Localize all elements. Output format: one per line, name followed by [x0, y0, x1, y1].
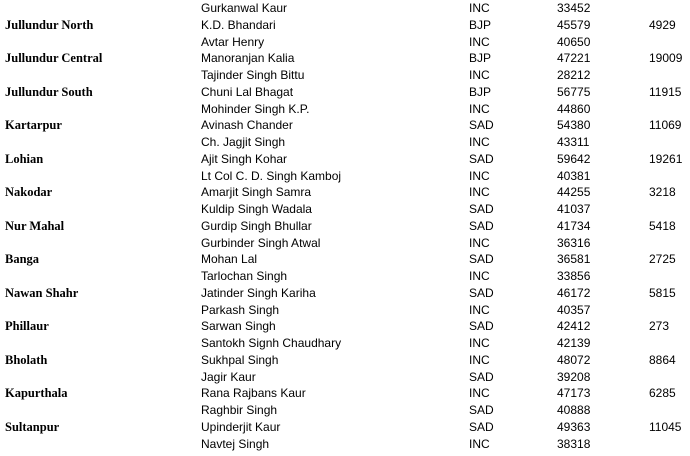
constituency-name: Phillaur	[5, 319, 49, 334]
table-row	[0, 0, 690, 17]
win-margin: 11069	[649, 118, 682, 133]
win-margin: 8864	[649, 352, 676, 367]
party-code: BJP	[469, 84, 492, 99]
table-row	[0, 268, 690, 285]
vote-count: 48072	[557, 352, 591, 367]
party-code: SAD	[469, 118, 494, 133]
candidate-name: Sukhpal Singh	[201, 352, 279, 367]
candidate-name: Chuni Lal Bhagat	[201, 84, 294, 99]
candidate-name: Jatinder Singh Kariha	[201, 285, 316, 300]
candidate-name: Gurkanwal Kaur	[201, 1, 288, 15]
candidate-name: Santokh Signh Chaudhary	[201, 336, 342, 350]
vote-count: 59642	[557, 151, 591, 166]
candidate-name: Amarjit Singh Samra	[201, 185, 312, 200]
vote-count: 44255	[557, 185, 591, 200]
vote-count: 39208	[557, 369, 591, 384]
candidate-name: Upinderjit Kaur	[201, 419, 281, 434]
table-row	[0, 402, 690, 419]
vote-count: 43311	[557, 135, 590, 149]
constituency-name: Bholath	[5, 352, 48, 367]
party-code: BJP	[469, 17, 492, 32]
constituency-name: Nur Mahal	[5, 218, 65, 233]
party-code: INC	[469, 168, 490, 183]
party-code: INC	[469, 68, 490, 82]
vote-count: 33452	[557, 1, 591, 15]
party-code: BJP	[469, 51, 492, 66]
vote-count: 40888	[557, 403, 591, 417]
vote-count: 49363	[557, 419, 591, 434]
candidate-name: Jagir Kaur	[201, 369, 256, 384]
candidate-name: Rana Rajbans Kaur	[201, 386, 306, 401]
candidate-name: Tarlochan Singh	[201, 269, 288, 283]
vote-count: 40650	[557, 34, 591, 49]
table-row	[0, 302, 690, 319]
vote-count: 46172	[557, 285, 591, 300]
constituency-name: Lohian	[5, 151, 44, 166]
candidate-name: Mohinder Singh K.P.	[201, 101, 310, 116]
vote-count: 47221	[557, 51, 591, 66]
party-code: INC	[469, 436, 490, 451]
vote-count: 54380	[557, 118, 591, 133]
party-code: SAD	[469, 252, 494, 267]
win-margin: 4929	[649, 17, 676, 32]
party-code: INC	[469, 135, 490, 149]
constituency-name: Nawan Shahr	[5, 285, 79, 300]
vote-count: 44860	[557, 101, 591, 116]
table-row	[0, 235, 690, 252]
constituency-name: Jullundur Central	[5, 51, 103, 66]
table-row	[0, 419, 690, 436]
constituency-name: Jullundur South	[5, 84, 93, 99]
party-code: SAD	[469, 419, 494, 434]
candidate-name: Navtej Singh	[201, 436, 270, 451]
constituency-name: Kartarpur	[5, 118, 62, 133]
party-code: SAD	[469, 202, 494, 216]
table-row	[0, 151, 690, 168]
win-margin: 3218	[649, 185, 676, 200]
vote-count: 40381	[557, 168, 591, 183]
table-row	[0, 201, 690, 218]
win-margin: 19261	[649, 151, 683, 166]
candidate-name: Lt Col C. D. Singh Kamboj	[201, 168, 342, 183]
table-row	[0, 385, 690, 402]
party-code: SAD	[469, 369, 494, 384]
table-row	[0, 117, 690, 134]
table-row	[0, 285, 690, 302]
table-row	[0, 218, 690, 235]
vote-count: 36316	[557, 235, 591, 250]
candidate-name: Tajinder Singh Bittu	[201, 68, 305, 82]
table-row	[0, 84, 690, 101]
vote-count: 41037	[557, 202, 591, 216]
candidate-name: Gurbinder Singh Atwal	[201, 235, 321, 250]
win-margin: 6285	[649, 386, 676, 401]
table-row	[0, 101, 690, 118]
candidate-name: Ch. Jagjit Singh	[201, 135, 286, 149]
party-code: INC	[469, 352, 490, 367]
constituency-name: Banga	[5, 252, 40, 267]
party-code: SAD	[469, 403, 494, 417]
vote-count: 36581	[557, 252, 591, 267]
candidate-name: K.D. Bhandari	[201, 17, 276, 32]
table-row	[0, 318, 690, 335]
constituency-name: Sultanpur	[5, 419, 60, 434]
constituency-name: Kapurthala	[5, 386, 68, 401]
table-row	[0, 436, 690, 453]
candidate-name: Mohan Lal	[201, 252, 258, 267]
constituency-name: Jullundur North	[5, 17, 94, 32]
party-code: INC	[469, 386, 490, 401]
vote-count: 38318	[557, 436, 591, 451]
win-margin: 11045	[649, 419, 682, 434]
candidate-name: Parkash Singh	[201, 302, 280, 317]
vote-count: 28212	[557, 68, 591, 82]
constituency-name: Nakodar	[5, 185, 53, 200]
candidate-name: Gurdip Singh Bhullar	[201, 218, 312, 233]
party-code: SAD	[469, 285, 494, 300]
party-code: INC	[469, 302, 490, 317]
vote-count: 47173	[557, 386, 591, 401]
table-row	[0, 352, 690, 369]
candidate-name: Raghbir Singh	[201, 403, 278, 417]
vote-count: 45579	[557, 17, 591, 32]
table-row	[0, 34, 690, 51]
party-code: INC	[469, 336, 490, 350]
win-margin: 5815	[649, 285, 676, 300]
table-row	[0, 50, 690, 67]
win-margin: 11915	[649, 84, 682, 99]
win-margin: 5418	[649, 218, 676, 233]
party-code: INC	[469, 269, 490, 283]
party-code: INC	[469, 101, 490, 116]
candidate-name: Manoranjan Kalia	[201, 51, 295, 66]
table-row	[0, 251, 690, 268]
party-code: SAD	[469, 218, 494, 233]
table-row	[0, 168, 690, 185]
table-row	[0, 369, 690, 386]
party-code: SAD	[469, 319, 494, 334]
vote-count: 56775	[557, 84, 591, 99]
candidate-name: Ajit Singh Kohar	[201, 151, 288, 166]
vote-count: 41734	[557, 218, 591, 233]
candidate-name: Sarwan Singh	[201, 319, 276, 334]
party-code: INC	[469, 185, 490, 200]
vote-count: 33856	[557, 269, 591, 283]
win-margin: 273	[649, 319, 670, 334]
table-row	[0, 67, 690, 84]
table-row	[0, 335, 690, 352]
win-margin: 19009	[649, 51, 683, 66]
candidate-name: Avtar Henry	[201, 34, 265, 49]
vote-count: 40357	[557, 302, 591, 317]
vote-count: 42139	[557, 336, 591, 350]
table-row	[0, 184, 690, 201]
candidate-name: Avinash Chander	[201, 118, 293, 133]
vote-count: 42412	[557, 319, 591, 334]
party-code: INC	[469, 34, 490, 49]
table-row	[0, 17, 690, 34]
table-row	[0, 134, 690, 151]
party-code: INC	[469, 235, 490, 250]
party-code: INC	[469, 1, 490, 15]
win-margin: 2725	[649, 252, 676, 267]
party-code: SAD	[469, 151, 494, 166]
candidate-name: Kuldip Singh Wadala	[201, 202, 312, 216]
